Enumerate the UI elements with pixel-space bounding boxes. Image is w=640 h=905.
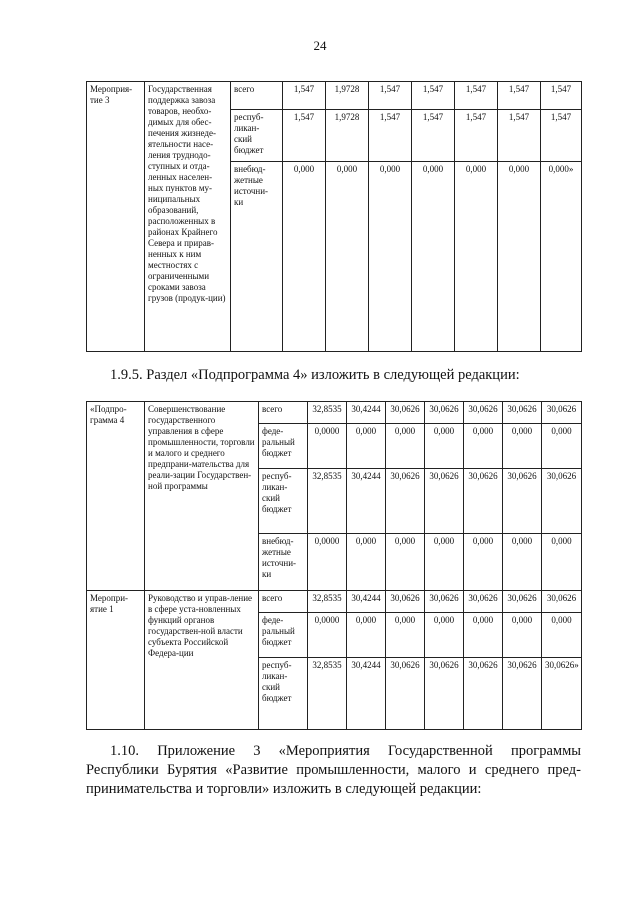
funding-value-cell: 0,000	[464, 424, 503, 469]
funding-value-cell: 1,547	[541, 110, 582, 162]
funding-value-cell: 30,0626	[503, 658, 542, 730]
funding-value-cell: 0,0000	[308, 534, 347, 591]
paragraph-section-1-9-5: 1.9.5. Раздел «Подпрограмма 4» изложить в следующей редакции:	[110, 367, 520, 383]
funding-value-cell: 1,547	[283, 82, 326, 110]
funding-value-cell: 0,0000	[308, 613, 347, 658]
activity-description: Государственная поддержка завоза товаров, необхо-димых для обес-печения жизнеде-ятельности насе-ления труднодо-ступных и отда-ленных населен-ных пунктов му-ниципальных образований, расположенных в районах Крайнего Севера и прирав-ненных к ним местностях с ограниченными сроками завоза грузов (продук-ции)	[145, 82, 231, 352]
funding-value-cell: 0,000	[498, 162, 541, 352]
funding-value-cell: 30,0626	[386, 402, 425, 424]
funding-value-cell: 30,0626	[503, 591, 542, 613]
funding-value-cell: 30,0626	[464, 402, 503, 424]
event-name: Мероприя- тие 3	[87, 82, 145, 352]
funding-value-cell: 0,000	[425, 534, 464, 591]
funding-value-cell: 0,000	[503, 613, 542, 658]
funding-value-cell: 0,000	[369, 162, 412, 352]
funding-value-cell: 30,0626	[425, 591, 464, 613]
funding-value-cell: 30,0626	[386, 658, 425, 730]
funding-source-label: феде- ральный бюджет	[259, 424, 308, 469]
funding-value-cell: 0,000	[425, 613, 464, 658]
funding-value-cell: 32,8535	[308, 658, 347, 730]
funding-value-cell: 30,4244	[347, 591, 386, 613]
funding-value-cell: 32,8535	[308, 591, 347, 613]
funding-value-cell: 1,547	[455, 110, 498, 162]
funding-value-cell: 1,547	[412, 82, 455, 110]
funding-source-label: внебюд- жетные источни- ки	[259, 534, 308, 591]
activity-description: Совершенствование государственного управления в сфере промышленности, торговли и малого и среднего предпрани-мательства для реали-зации Государствен-ной программы	[145, 402, 259, 591]
funding-value-cell: 1,547	[283, 110, 326, 162]
funding-value-cell: 0,000	[542, 613, 582, 658]
funding-value-cell: 1,547	[369, 110, 412, 162]
funding-source-label: внебюд- жетные источни- ки	[231, 162, 283, 352]
page-number: 24	[313, 38, 327, 53]
funding-value-cell: 0,000	[542, 424, 582, 469]
funding-value-cell: 0,0000	[308, 424, 347, 469]
funding-source-label: респуб- ликан- ский бюджет	[259, 469, 308, 534]
funding-value-cell: 30,0626»	[542, 658, 582, 730]
funding-value-cell: 1,547	[498, 110, 541, 162]
funding-value-cell: 30,0626	[425, 658, 464, 730]
funding-value-cell: 1,547	[541, 82, 582, 110]
funding-source-label: респуб- ликан- ский бюджет	[259, 658, 308, 730]
funding-value-cell: 1,547	[369, 82, 412, 110]
funding-value-cell: 0,000	[503, 534, 542, 591]
funding-value-cell: 32,8535	[308, 402, 347, 424]
funding-value-cell: 0,000	[455, 162, 498, 352]
funding-value-cell: 0,000	[464, 534, 503, 591]
funding-table-event-3	[86, 81, 582, 352]
funding-value-cell: 30,0626	[386, 469, 425, 534]
funding-value-cell: 0,000	[386, 613, 425, 658]
funding-value-cell: 30,0626	[542, 402, 582, 424]
program-name: Меропри- ятие 1	[87, 591, 145, 730]
funding-value-cell: 30,0626	[425, 469, 464, 534]
funding-value-cell: 1,9728	[326, 110, 369, 162]
funding-value-cell: 1,547	[455, 82, 498, 110]
funding-value-cell: 0,000	[425, 424, 464, 469]
activity-description: Руководство и управ-ление в сфере уста-новленных функций органов государствен-ной власти субъекта Российской Федера-ции	[145, 591, 259, 730]
funding-value-cell: 0,000	[412, 162, 455, 352]
funding-source-label: всего	[259, 591, 308, 613]
program-name: «Подпро- грамма 4	[87, 402, 145, 591]
funding-value-cell: 0,000	[283, 162, 326, 352]
funding-value-cell: 0,000	[503, 424, 542, 469]
funding-value-cell: 0,000	[347, 613, 386, 658]
funding-value-cell: 30,4244	[347, 402, 386, 424]
funding-value-cell: 30,0626	[503, 469, 542, 534]
funding-value-cell: 30,0626	[464, 591, 503, 613]
funding-value-cell: 0,000	[542, 534, 582, 591]
funding-value-cell: 0,000»	[541, 162, 582, 352]
funding-value-cell: 32,8535	[308, 469, 347, 534]
funding-value-cell: 0,000	[386, 534, 425, 591]
funding-value-cell: 0,000	[326, 162, 369, 352]
funding-value-cell: 30,0626	[503, 402, 542, 424]
funding-value-cell: 30,0626	[542, 469, 582, 534]
funding-source-label: всего	[259, 402, 308, 424]
funding-value-cell: 0,000	[347, 534, 386, 591]
funding-value-cell: 30,0626	[464, 469, 503, 534]
funding-value-cell: 30,0626	[542, 591, 582, 613]
funding-table-subprogram-4	[86, 401, 582, 730]
table-row	[87, 591, 582, 613]
funding-value-cell: 1,9728	[326, 82, 369, 110]
funding-source-label: респуб- ликан- ский бюджет	[231, 110, 283, 162]
funding-value-cell: 0,000	[386, 424, 425, 469]
funding-value-cell: 30,4244	[347, 658, 386, 730]
funding-value-cell: 30,0626	[464, 658, 503, 730]
table-row	[87, 82, 582, 110]
funding-value-cell: 30,0626	[386, 591, 425, 613]
funding-value-cell: 30,4244	[347, 469, 386, 534]
table-row	[87, 402, 582, 424]
funding-value-cell: 0,000	[347, 424, 386, 469]
funding-value-cell: 30,0626	[425, 402, 464, 424]
paragraph-section-1-10: 1.10. Приложение 3 «Мероприятия Государственной программы Республики Бурятия «Развитие промышленности, малого и среднего пред-принимательства и торговли» изложить в следующей редакции:	[86, 743, 581, 797]
funding-value-cell: 1,547	[412, 110, 455, 162]
funding-source-label: феде- ральный бюджет	[259, 613, 308, 658]
funding-source-label: всего	[231, 82, 283, 110]
funding-value-cell: 0,000	[464, 613, 503, 658]
funding-value-cell: 1,547	[498, 82, 541, 110]
